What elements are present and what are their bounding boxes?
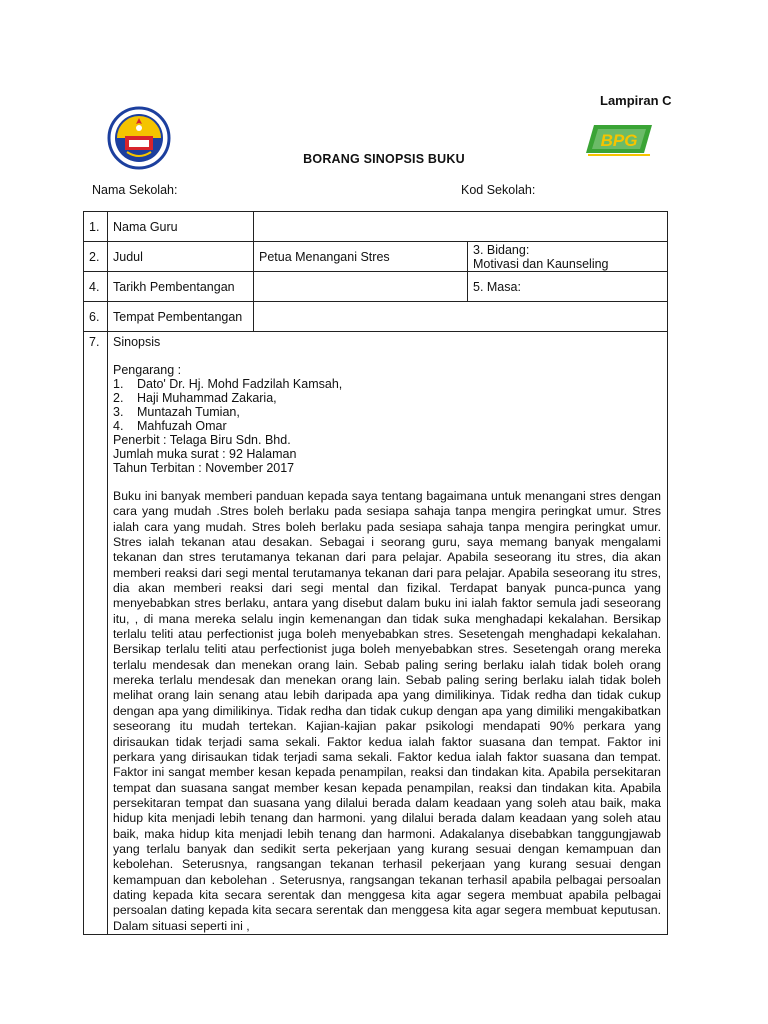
bpg-logo-text: BPG bbox=[600, 131, 638, 150]
school-name-label: Nama Sekolah: bbox=[92, 183, 178, 197]
teacher-name-label: Nama Guru bbox=[108, 212, 254, 242]
synopsis-form-table bbox=[83, 211, 668, 935]
presentation-date-field[interactable] bbox=[254, 272, 468, 302]
author-item: 3. Muntazah Tumian, bbox=[113, 405, 240, 419]
synopsis-label: Sinopsis bbox=[113, 335, 161, 349]
row-number: 1. bbox=[84, 212, 108, 242]
row-teacher-name bbox=[84, 212, 668, 242]
authors-list bbox=[113, 377, 662, 433]
time-field[interactable]: 5. Masa: bbox=[468, 272, 668, 302]
row-presentation-date bbox=[84, 272, 668, 302]
author-item: 2. Haji Muhammad Zakaria, bbox=[113, 391, 277, 405]
row-number: 6. bbox=[84, 302, 108, 332]
field-label: 3. Bidang: bbox=[473, 242, 530, 257]
author-item: 1. Dato' Dr. Hj. Mohd Fadzilah Kamsah, bbox=[113, 377, 343, 391]
field-cell[interactable] bbox=[468, 242, 668, 272]
title-label: Judul bbox=[108, 242, 254, 272]
row-number: 4. bbox=[84, 272, 108, 302]
page-count-line: Jumlah muka surat : 92 Halaman bbox=[113, 447, 297, 461]
presentation-place-label: Tempat Pembentangan bbox=[108, 302, 254, 332]
school-code-label: Kod Sekolah: bbox=[461, 183, 536, 197]
appendix-label: Lampiran C bbox=[600, 93, 672, 108]
row-synopsis bbox=[84, 332, 668, 935]
publication-year-line: Tahun Terbitan : November 2017 bbox=[113, 461, 295, 475]
teacher-name-field[interactable] bbox=[254, 212, 668, 242]
publisher-line: Penerbit : Telaga Biru Sdn. Bhd. bbox=[113, 433, 291, 447]
synopsis-cell bbox=[108, 332, 668, 935]
row-number: 2. bbox=[84, 242, 108, 272]
presentation-place-field[interactable] bbox=[254, 302, 668, 332]
row-presentation-place bbox=[84, 302, 668, 332]
row-number: 7. bbox=[84, 332, 108, 935]
title-field[interactable]: Petua Menangani Stres bbox=[254, 242, 468, 272]
form-title: BORANG SINOPSIS BUKU bbox=[303, 152, 465, 166]
synopsis-body: Buku ini banyak memberi panduan kepada saya tentang bagaimana untuk menangani stres dengan cara yang mudah .Stres boleh berlaku pada sesiapa sahaja tanpa mengira peringkat umur. Stres ialah cara yang mudah. Stres boleh berlaku pada sesiapa sahaja tanpa mengira peringkat umur. Stres ialah tekanan atau desakan. Sebagai i seorang guru, saya memang banyak mengalami tekanan dan stres terutamanya tekanan dari para pelajar. Apabila seseorang itu stres, dia akan memberi reaksi dari segi mental terutamanya tekanan dari para pelajar. Apabila seseorang itu stres, dia akan memberi reaksi dari segi mental dan fizikal. Terdapat banyak punca-punca yang menyebabkan stres berlaku, antara yang disebut dalam buku ini ialah faktor semula jadi seseorang itu, , di mana mereka selalu ingin kemenangan dan tidak suka menghadapi kekalahan. Bersikap terlalu teliti atau perfectionist juga boleh menyebabkan stres. Sesetengah menghadapi kekalahan. Bersikap terlalu teliti atau perfectionist juga boleh menyebabkan stres. Sesetengah orang mereka terlalu mendesak dan menekan orang lain. Sebab paling sering berlaku ialah tidak boleh orang mereka terlalu mendesak dan menekan orang lain. Sebab paling sering berlaku ialah tidak boleh melihat orang lain senang atau lebih daripada apa yang dimilikinya. Tidak redha dan tidak cukup dengan apa yang dimilikinya. Tidak redha dan tidak cukup dengan apa yang dimiliki mengakibatkan seseorang itu mudah tertekan. Kajian-kajian pakar psikologi mendapati 90% perkara yang dirisaukan tidak terjadi sama sekali. Faktor kedua ialah faktor suasana dan tempat. Faktor ini perkara yang dirisaukan tidak terjadi sama sekali. Faktor kedua ialah faktor suasana dan tempat. Faktor ini sangat member kesan kepada penampilan, reaksi dan tindakan kita. Apabila persekitaran tempat dan suasana sangat member kesan kepada penampilan, reaksi dan tindakan kita. Apabila persekitaran tempat dan suasana yang dilalui berada dalam keadaan yang soleh atau baik, maka hidup kita menjadi lebih tenang dan harmoni. yang dilalui berada dalam keadaan yang soleh atau baik, maka hidup kita menjadi lebih tenang dan harmoni. Adakalanya disebabkan tanggungjawab yang terlalu banyak dan sedikit serta pekerjaan yang kurang sesuai dengan kemampuan dan kebolehan. Seterusnya, rangsangan tekanan terhasil pekerjaan yang kurang sesuai dengan kemampuan dan kebolehan . Seterusnya, rangsangan tekanan terhasil apabila pelbagai persoalan dating kepada kita secara serentak dan menggesa kita agar segera membuat apabila pelbagai persoalan dating kepada kita secara serentak dan menggesa kita agar segera membuat keputusan. Dalam situasi seperti ini , bbox=[113, 489, 661, 933]
presentation-date-label: Tarikh Pembentangan bbox=[108, 272, 254, 302]
author-item: 4. Mahfuzah Omar bbox=[113, 419, 227, 433]
row-title bbox=[84, 242, 668, 272]
field-value: Motivasi dan Kaunseling bbox=[473, 256, 609, 271]
authors-label: Pengarang : bbox=[113, 363, 182, 377]
